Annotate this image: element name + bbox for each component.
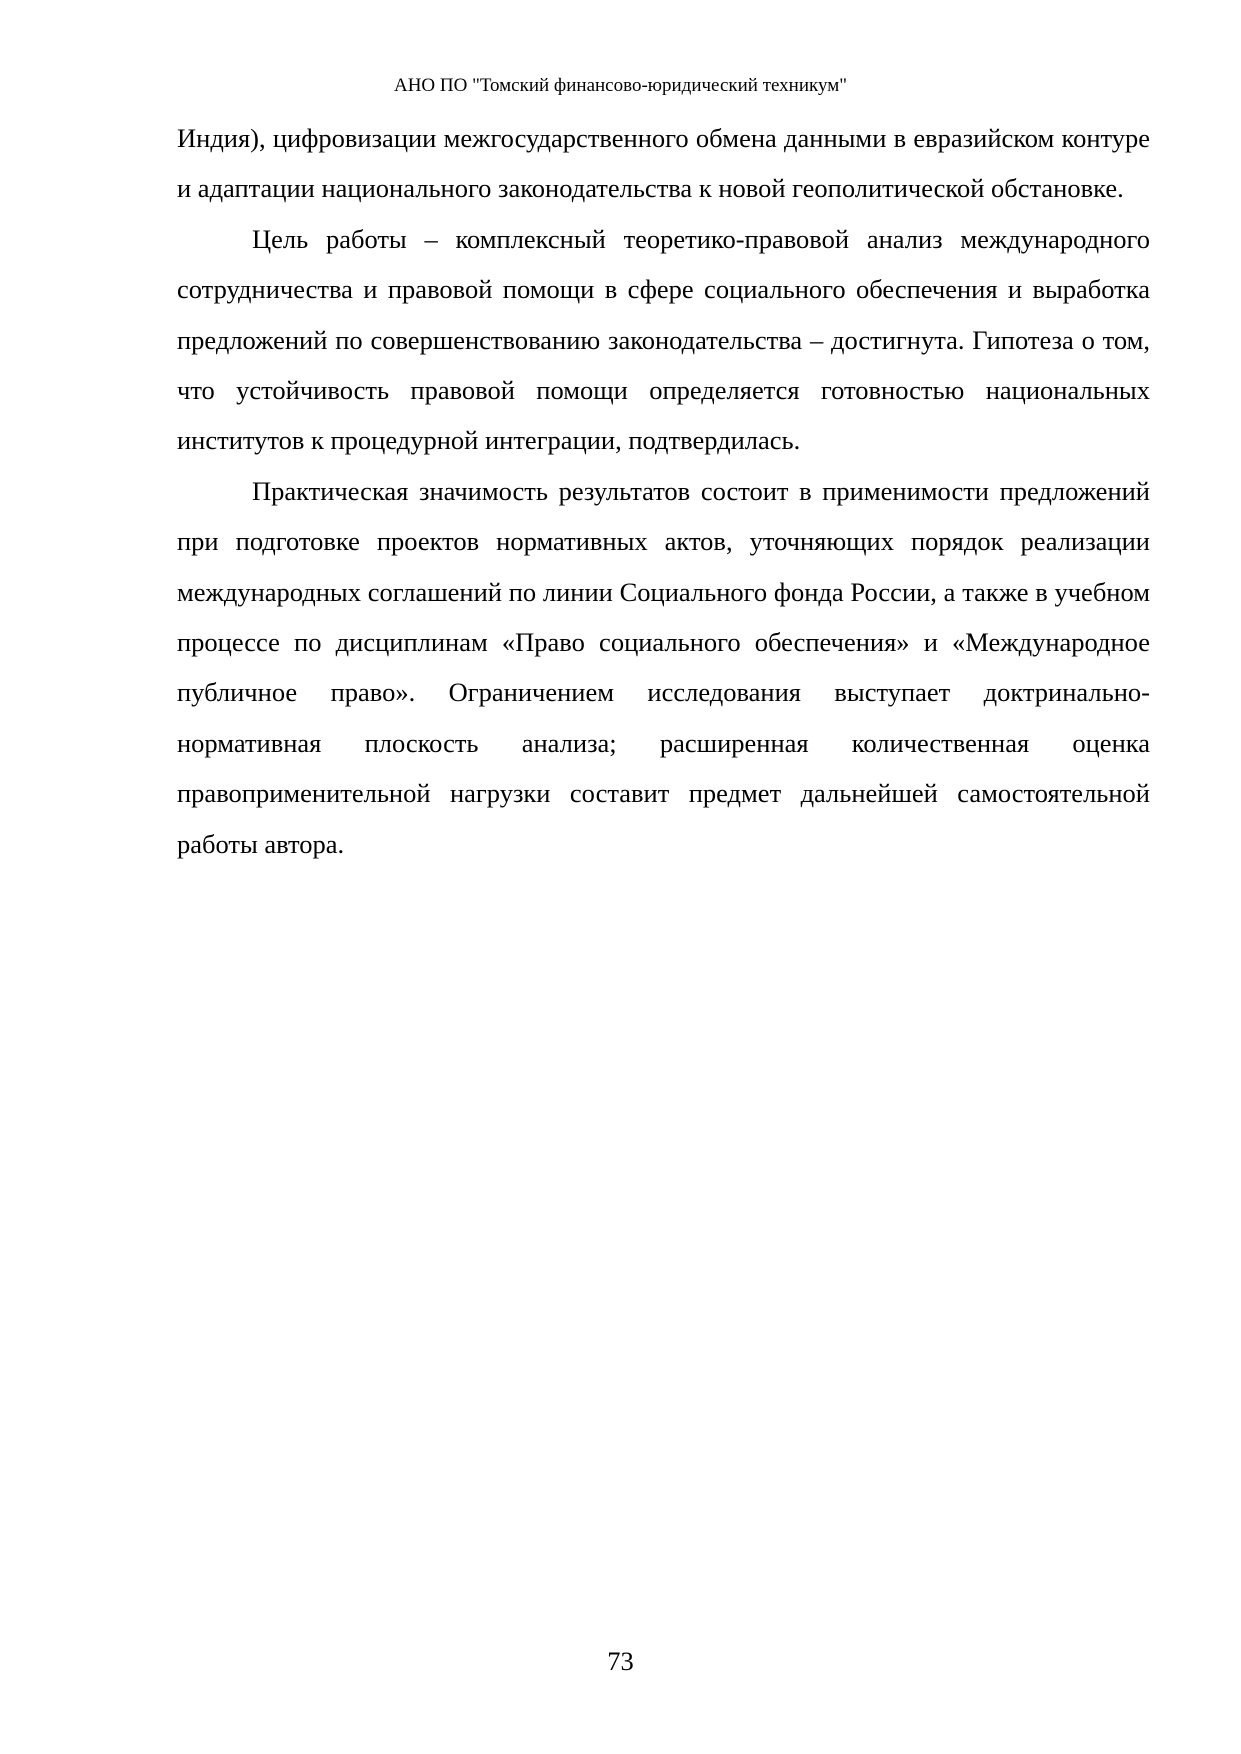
paragraph-practical-significance: Практическая значимость результатов состоит в применимости предложений при подготовке проектов нормативных актов, уточняющих порядок реализации международных соглашений по линии Социального фонда России, а также в учебном процессе по дисциплинам «Право социального обеспечения» и «Международное публичное право». Ограничением исследования выступает доктринально-нормативная плоскость анализа; расширенная количественная оценка правоприменительной нагрузки составит предмет дальнейшей самостоятельной работы автора. xyxy=(177,475,1150,859)
paragraph-goal: Цель работы – комплексный теоретико-правовой анализ международного сотрудничества и правовой помощи в сфере социального обеспечения и выработка предложений по совершенствованию законодательства – достигнута. Гипотеза о том, что устойчивость правовой помощи определяется готовностью национальных институтов к процедурной интеграции, подтвердилась. xyxy=(177,223,1150,456)
body-text xyxy=(177,113,1150,869)
paragraph-continuation: Индия), цифровизации межгосударственного обмена данными в евразийском контуре и адаптации национального законодательства к новой геополитической обстановке. xyxy=(177,123,1150,204)
running-header: АНО ПО "Томский финансово-юридический техникум" xyxy=(393,75,848,96)
page-number: 73 xyxy=(607,1646,634,1676)
